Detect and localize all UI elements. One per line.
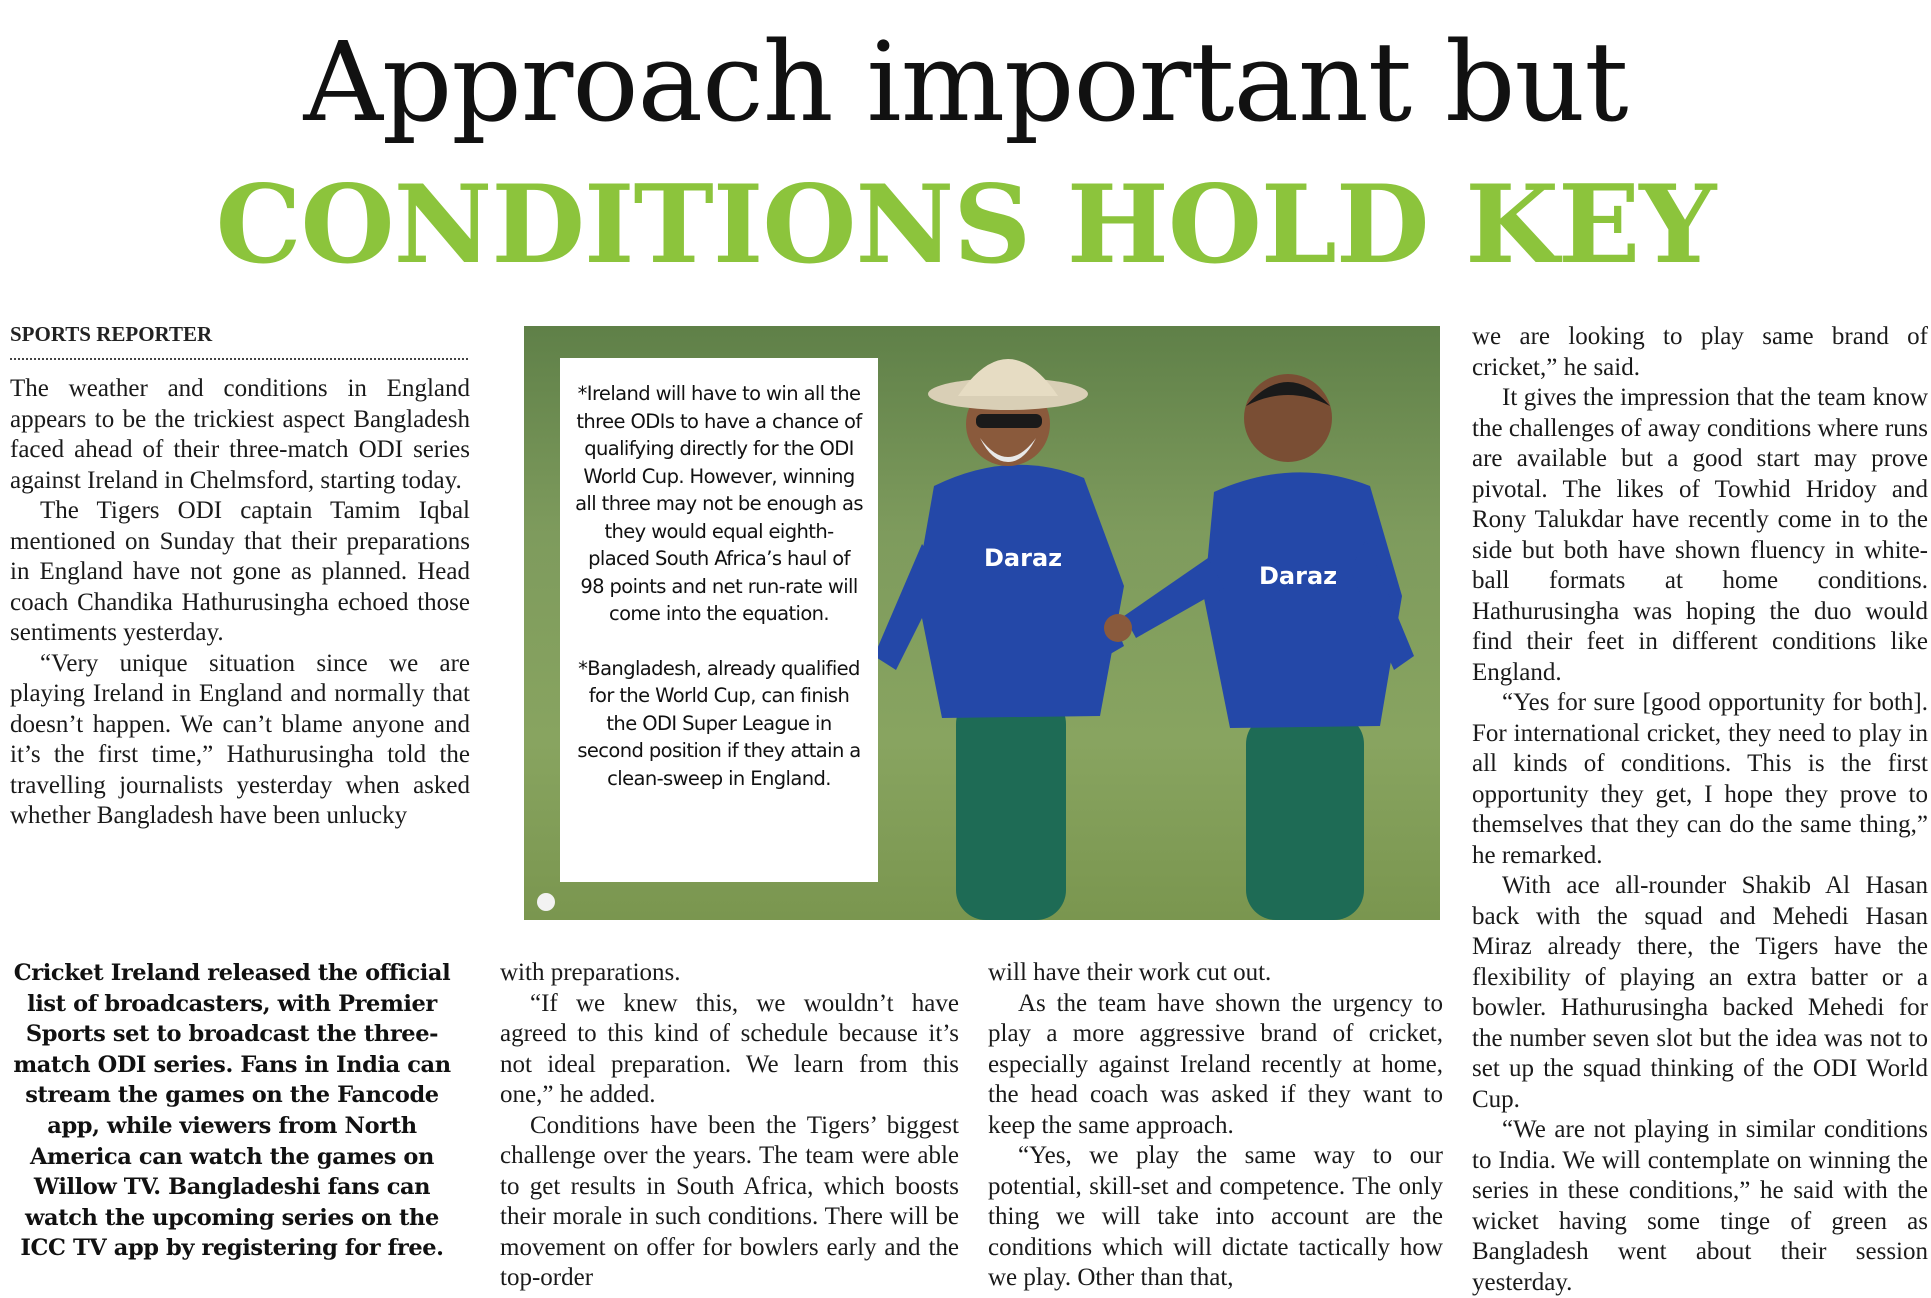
sponsor-logo-right: Daraz bbox=[1259, 562, 1338, 590]
col3-paragraph-2: As the team have shown the urgency to play a more aggressive brand of cricket, especially against Ireland recently at home, the head coach was asked if they want to keep the same approach. bbox=[988, 989, 1443, 1139]
article-column-3 bbox=[988, 958, 1443, 1294]
col2-paragraph-3: Conditions have been the Tigers’ biggest challenge over the years. The team were able to get results in South Africa, which boosts their morale in such conditions. There will be movement on offer for bowlers early and the top-order bbox=[500, 1111, 959, 1291]
callout-note-2: *Bangladesh, already qualified for the World Cup, can finish the ODI Super League in second position if they attain a clean-sweep in England. bbox=[577, 656, 861, 790]
byline: SPORTS REPORTER bbox=[10, 322, 213, 346]
col4-paragraph-3: “Yes for sure [good opportunity for both]. For international cricket, they need to play in all kinds of conditions. This is the first opportunity they get, I hope they prove to themselves that they can do the same thing,” he remarked. bbox=[1472, 689, 1928, 869]
col1-paragraph-1: The weather and conditions in England appears to be the trickiest aspect Bangladesh faced ahead of their three-match ODI series against Ireland in Chelmsford, starting today. bbox=[10, 375, 470, 494]
col3-paragraph-3: “Yes, we play the same way to our potential, skill-set and competence. The only thing we will take into account are the conditions which will dictate tactically how we play. Other than that, bbox=[988, 1142, 1443, 1291]
photo-callout-box bbox=[560, 358, 878, 882]
article-column-2 bbox=[500, 958, 959, 1294]
col4-paragraph-2: It gives the impression that the team know the challenges of away conditions where runs are available but a good start may prove pivotal. The likes of Towhid Hridoy and Rony Talukdar have recently come in to the side but both have shown fluency in white-ball formats at home conditions. Hathurusingha was hoping the duo would find their feet in different conditions like England. bbox=[1472, 384, 1928, 686]
callout-note-1: *Ireland will have to win all the three ODIs to have a chance of qualifying directly for the ODI World Cup. However, winning all three may not be enough as they would equal eighth-placed South Africa’s haul of 98 points and net run-rate will come into the equation. bbox=[575, 382, 863, 625]
sponsor-logo-left: Daraz bbox=[984, 544, 1063, 572]
col3-paragraph-1: will have their work cut out. bbox=[988, 959, 1272, 986]
cricket-ball-icon bbox=[537, 893, 555, 911]
col2-paragraph-2: “If we knew this, we wouldn’t have agreed to this kind of schedule because it’s not ideal preparation. We learn from this one,” he added. bbox=[500, 989, 959, 1108]
article-column-1 bbox=[10, 374, 470, 832]
col2-paragraph-1: with preparations. bbox=[500, 959, 681, 986]
article-column-4 bbox=[1472, 322, 1928, 1298]
headline-line-1: Approach important but bbox=[303, 18, 1628, 146]
col4-paragraph-1: we are looking to play same brand of cricket,” he said. bbox=[1472, 323, 1928, 381]
col1-paragraph-3: “Very unique situation since we are playing Ireland in England and normally that doesn’t happen. We can’t blame anyone and it’s the first time,” Hathurusingha told the travelling journalists yesterday when asked whether Bangladesh have been unlucky bbox=[10, 649, 470, 829]
col1-paragraph-2: The Tigers ODI captain Tamim Iqbal mentioned on Sunday that their preparations in England have not gone as planned. Head coach Chandika Hathurusingha echoed those sentiments yesterday. bbox=[10, 497, 470, 646]
headline-line-2: CONDITIONS HOLD KEY bbox=[215, 162, 1716, 288]
byline-divider bbox=[10, 358, 468, 360]
broadcast-sidebar: Cricket Ireland released the official list of broadcasters, with Premier Sports set to broadcast the three-match ODI series. Fans in India can stream the games on the Fancode app, while viewers from North America can watch the games on Willow TV. Bangladeshi fans can watch the upcoming series on the ICC TV app by registering for free. bbox=[13, 960, 451, 1262]
col4-paragraph-5: “We are not playing in similar conditions to India. We will contemplate on winning the series in these conditions,” he said with the wicket having some tinge of green as Bangladesh went about their session yesterday. bbox=[1472, 1116, 1928, 1296]
col4-paragraph-4: With ace all-rounder Shakib Al Hasan back with the squad and Mehedi Hasan Miraz already there, the Tigers have the flexibility of playing an extra batter or a bowler. Hathurusingha backed Mehedi for the number seven slot but the idea was not to set up the squad thinking of the ODI World Cup. bbox=[1472, 872, 1928, 1113]
